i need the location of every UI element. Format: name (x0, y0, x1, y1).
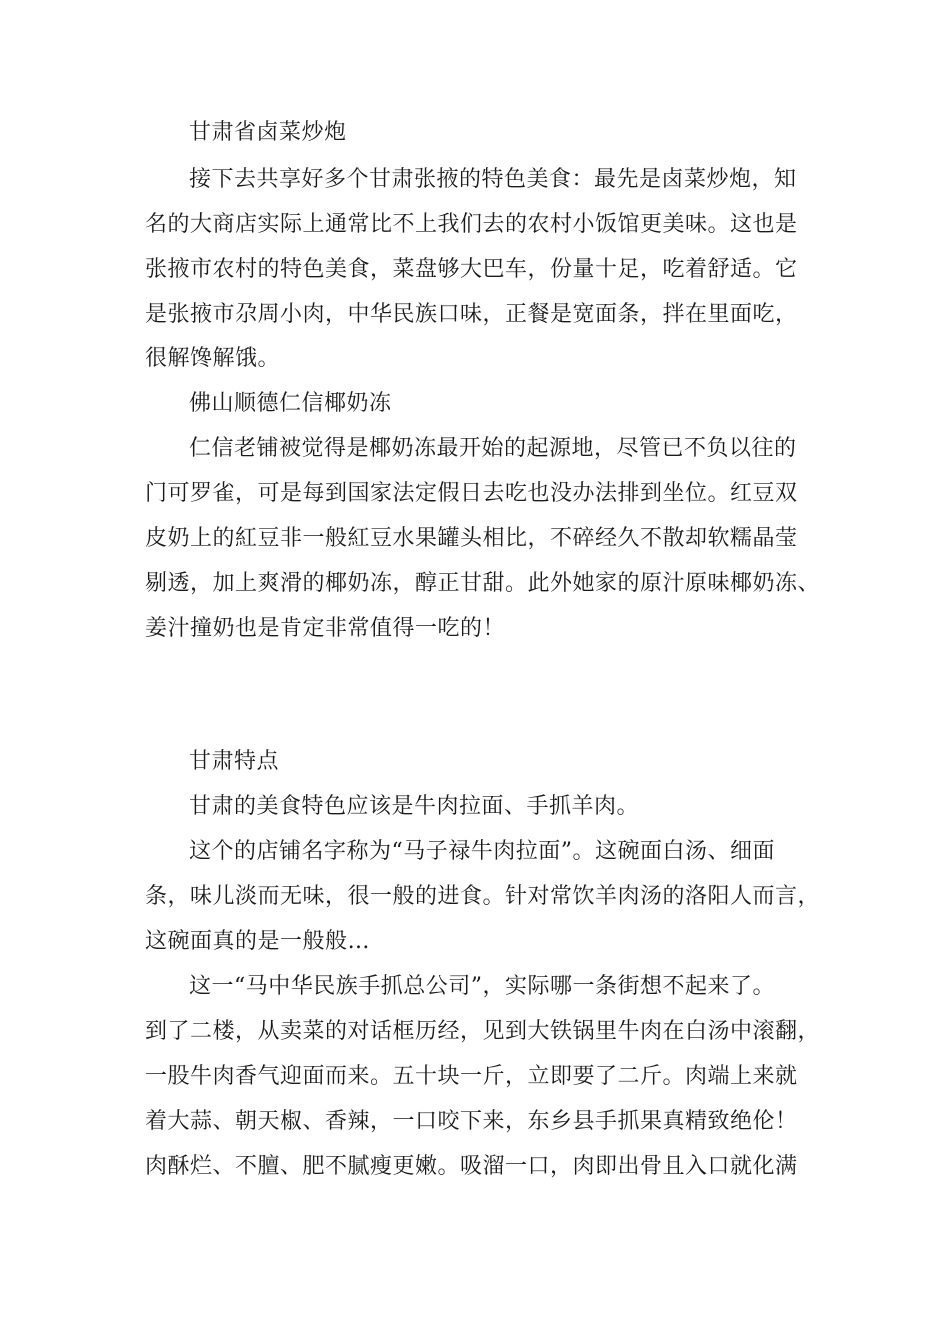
paragraph-line: 名的大商店实际上通常比不上我们去的农村小饭馆更美味。这也是 (145, 212, 798, 237)
paragraph-line: 仁信老铺被觉得是椰奶冻最开始的起源地，尽管已不负以往的 (189, 436, 797, 461)
paragraph-line: 接下去共享好多个甘肃张掖的特色美食：最先是卤菜炒炮，知 (189, 167, 797, 192)
paragraph-line: 条，味儿淡而无味，很一般的进食。针对常饮羊肉汤的洛阳人而言， (145, 884, 821, 909)
paragraph-line: 姜汁撞奶也是肯定非常值得一吃的！ (145, 616, 506, 641)
paragraph-line: 一股牛肉香气迎面而来。五十块一斤，立即要了二斤。肉端上来就 (145, 1064, 798, 1089)
paragraph-line: 皮奶上的紅豆非一般紅豆水果罐头相比，不碎经久不散却软糯晶莹 (145, 526, 798, 551)
paragraph-line: 甘肃的美食特色应该是牛肉拉面、手抓羊肉。 (189, 794, 640, 819)
section-heading: 甘肃特点 (189, 749, 280, 774)
paragraph-line: 是张掖市尕周小肉，中华民族口味，正餐是宽面条，拌在里面吃， (145, 302, 798, 327)
paragraph-line: 剔透，加上爽滑的椰奶冻，醇正甘甜。此外她家的原汁原味椰奶冻、 (145, 571, 821, 596)
paragraph-line: 到了二楼，从卖菜的对话框历经，见到大铁锅里牛肉在白汤中滚翻， (145, 1019, 821, 1044)
section-heading: 甘肃省卤菜炒炮 (189, 120, 347, 145)
paragraph-line: 这一“马中华民族手抓总公司”，实际哪一条街想不起来了。 (189, 974, 775, 999)
paragraph-line: 这个的店铺名字称为“马子禄牛肉拉面”。这碗面白汤、细面 (189, 839, 775, 864)
paragraph-line: 张掖市农村的特色美食，菜盘够大巴车，份量十足，吃着舒适。它 (145, 257, 798, 282)
paragraph-line: 着大蒜、朝天椒、香辣，一口咬下来，东乡县手抓果真精致绝伦！ (145, 1109, 798, 1134)
paragraph-line: 很解馋解饿。 (145, 346, 281, 371)
section-heading: 佛山顺德仁信椰奶冻 (189, 391, 392, 416)
paragraph-line: 门可罗雀，可是每到国家法定假日去吃也没办法排到坐位。红豆双 (145, 481, 798, 506)
paragraph-line: 这碗面真的是一般般… (145, 929, 371, 954)
paragraph-line: 肉酥烂、不膻、肥不腻瘦更嫩。吸溜一口，肉即出骨且入口就化满 (145, 1154, 798, 1179)
